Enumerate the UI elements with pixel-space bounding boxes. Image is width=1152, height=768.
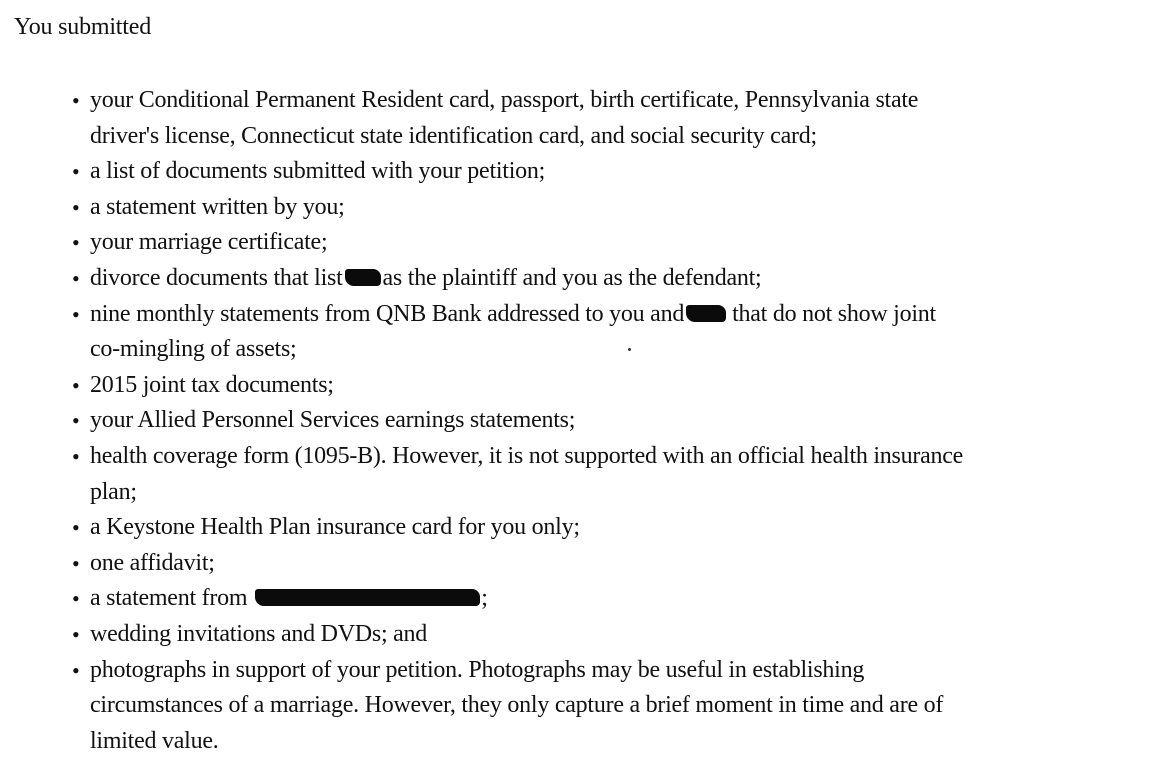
list-item (72, 154, 1144, 190)
bullet-icon: • (72, 586, 80, 612)
list-item-line: a statement written by you; (90, 193, 345, 220)
list-item-line: your marriage certificate; (90, 229, 328, 256)
list-item-line (90, 581, 1144, 617)
list-item (72, 546, 1144, 582)
list-item (72, 581, 1144, 617)
text-before-redaction: a statement from (90, 585, 248, 612)
list-item-line: plan; (90, 478, 137, 505)
text-before-redaction: nine monthly statements from QNB Bank addressed to you and (90, 300, 685, 327)
list-item-line: photographs in support of your petition. Photographs may be useful in establishing (90, 656, 865, 683)
scan-speck (628, 348, 631, 351)
submitted-documents-list (72, 83, 1144, 759)
bullet-icon: • (72, 265, 80, 291)
list-item (72, 190, 1144, 226)
list-item (72, 617, 1144, 653)
list-item (72, 403, 1144, 439)
bullet-icon: • (72, 408, 80, 434)
bullet-icon: • (72, 621, 80, 647)
list-item-line (90, 297, 1144, 333)
list-item-line (90, 261, 1144, 297)
list-item (72, 83, 1144, 154)
redaction-mark (255, 589, 480, 606)
list-item-line: health coverage form (1095-B). However, it is not supported with an official health insurance (90, 442, 964, 469)
bullet-icon: • (72, 88, 80, 113)
list-item-line: driver's license, Connecticut state identification card, and social security card; (90, 122, 817, 149)
list-item-line: a list of documents submitted with your petition; (90, 158, 546, 185)
list-item (72, 297, 1144, 368)
list-item (72, 225, 1144, 261)
list-item (72, 653, 1144, 760)
list-item-line: a Keystone Health Plan insurance card for you only; (90, 514, 580, 541)
list-item-line: 2015 joint tax documents; (90, 371, 334, 398)
bullet-icon: • (72, 372, 80, 398)
text-after-redaction: ; (481, 585, 488, 612)
list-item-line: circumstances of a marriage. However, they only capture a brief moment in time and are of (90, 692, 944, 719)
bullet-icon: • (72, 443, 80, 469)
text-after-redaction: as the plaintiff and you as the defendant; (382, 264, 762, 291)
bullet-icon: • (72, 657, 80, 683)
list-item-line: your Allied Personnel Services earnings statements; (90, 407, 576, 434)
redaction-mark (686, 305, 726, 322)
list-item (72, 368, 1144, 404)
intro-heading: You submitted (14, 14, 151, 40)
bullet-icon: • (72, 301, 80, 327)
list-item-line: wedding invitations and DVDs; and (90, 620, 428, 647)
list-item (72, 261, 1144, 297)
list-item (72, 439, 1144, 510)
bullet-icon: • (72, 194, 80, 220)
list-item-line: your Conditional Permanent Resident card, passport, birth certificate, Pennsylvania state (90, 87, 919, 113)
list-item (72, 510, 1144, 546)
bullet-icon: • (72, 550, 80, 576)
redaction-mark (345, 269, 381, 286)
text-before-redaction: divorce documents that list (90, 264, 343, 291)
list-item-line: co-mingling of assets; (90, 336, 297, 363)
list-item-line: limited value. (90, 727, 219, 754)
list-item-line: one affidavit; (90, 549, 215, 576)
text-after-redaction: that do not show joint (732, 300, 936, 327)
bullet-icon: • (72, 515, 80, 541)
bullet-icon: • (72, 230, 80, 256)
bullet-icon: • (72, 159, 80, 185)
